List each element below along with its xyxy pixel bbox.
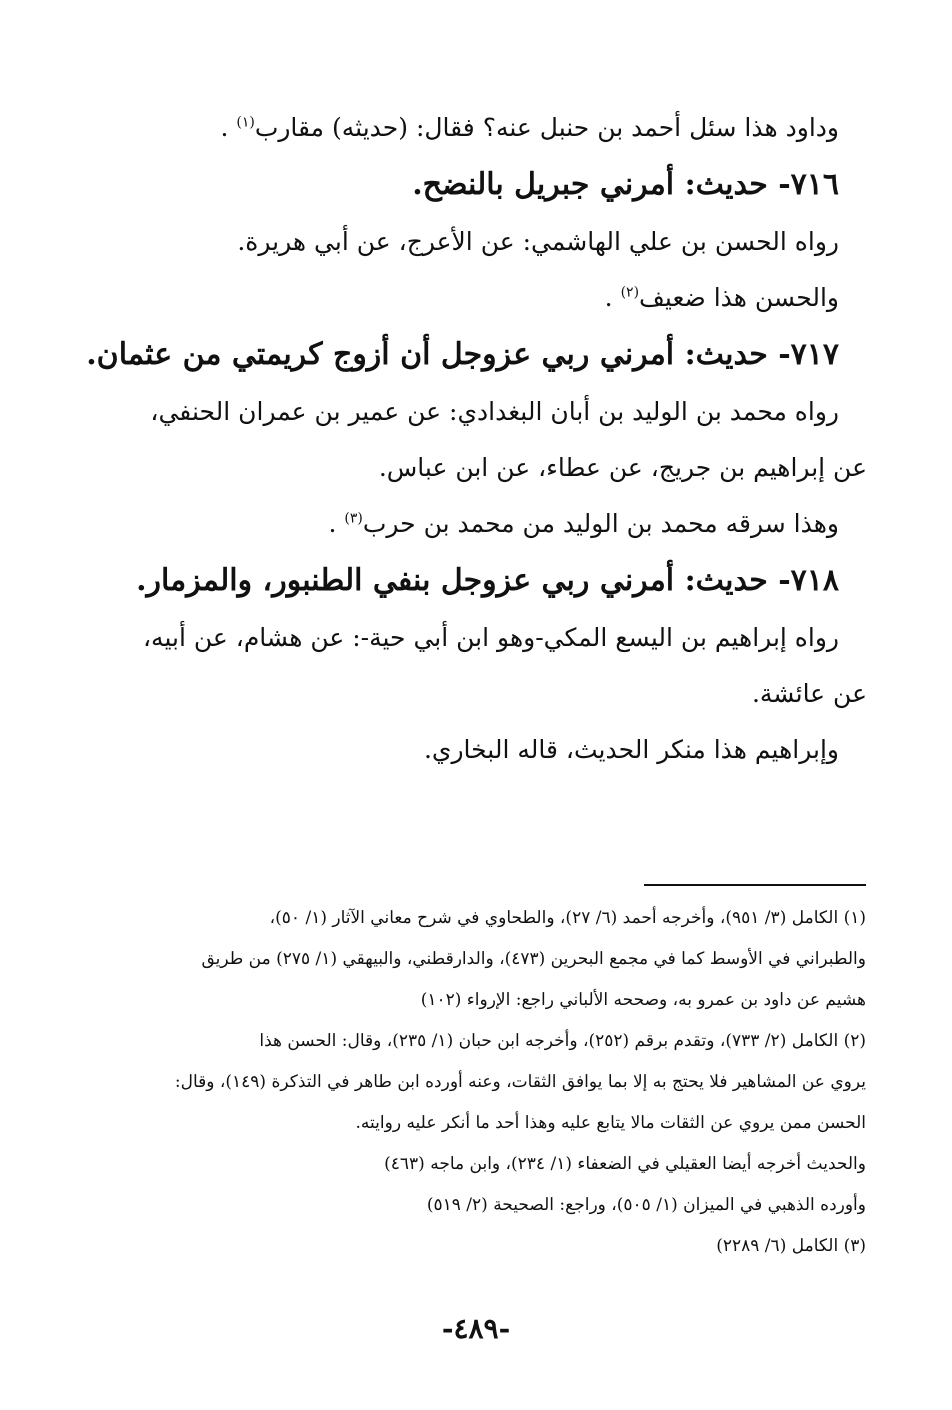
footnote-line: الحسن ممن يروي عن الثقات مالا يتابع عليه وهذا أحد ما أنكر عليه روايته. [355,1113,866,1133]
footnote-line: هشيم عن داود بن عمرو به، وصححه الألباني راجع: الإرواء (١٠٢) [420,990,866,1010]
paragraph-line: رواه إبراهيم بن اليسع المكي-وهو ابن أبي حية-: عن هشام، عن أبيه، [142,623,839,652]
footnote-line: والحديث أخرجه أيضا العقيلي في الضعفاء (١/ ٢٣٤)، وابن ماجه (٤٦٣) [384,1154,866,1174]
footnote-line: (١) الكامل (٣/ ٩٥١)، وأخرجه أحمد (٦/ ٢٧)، والطحاوي في شرح معاني الآثار (١/ ٥٠)، [269,908,866,928]
punctuation: . [604,283,613,312]
footnote-ref-1[interactable]: (١) [236,114,255,131]
footnotes [86,898,866,1267]
text-run: وهذا سرقه محمد بن الوليد من محمد بن حرب [362,509,839,538]
text-run: وداود هذا سئل أحمد بن حنبل عنه؟ فقال: (حديثه) مقارب [254,113,839,142]
hadith-heading-717: ٧١٧- حديث: أمرني ربي عزوجل أن أزوج كريمتي من عثمان. [86,337,839,372]
paragraph-line: وإبراهيم هذا منكر الحديث، قاله البخاري. [423,735,839,764]
paragraph-line: عن إبراهيم بن جريج، عن عطاء، عن ابن عباس. [378,453,867,482]
paragraph-line: عن عائشة. [751,679,867,708]
footnote-line: يروي عن المشاهير فلا يحتج به إلا بما يوافق الثقات، وعنه أورده ابن طاهر في التذكرة (١٤٩)، وقال: [174,1072,866,1092]
footnote-ref-2[interactable]: (٢) [620,284,640,301]
footnote-line: (٢) الكامل (٢/ ٧٣٣)، وتقدم برقم (٢٥٢)، وأخرجه ابن حبان (١/ ٢٣٥)، وقال: الحسن هذا [259,1031,866,1051]
paragraph-line [77,496,867,552]
punctuation: . [220,113,229,142]
hadith-heading-716: ٧١٦- حديث: أمرني جبريل بالنضح. [412,167,839,202]
page-number: -٤٨٩- [441,1312,511,1345]
paragraph-line: رواه الحسن بن علي الهاشمي: عن الأعرج، عن أبي هريرة. [237,227,839,256]
paragraph-line [77,100,867,156]
footnote-line: وأورده الذهبي في الميزان (١/ ٥٠٥)، وراجع: الصحيحة (٢/ ٥١٩) [426,1195,866,1215]
main-text [77,100,867,778]
paragraph-line: رواه محمد بن الوليد بن أبان البغدادي: عن عمير بن عمران الحنفي، [150,397,839,426]
footnote-ref-3[interactable]: (٣) [344,510,363,527]
footnote-line: (٣) الكامل (٦/ ٢٢٨٩) [716,1236,866,1256]
footnote-separator [644,884,866,886]
hadith-heading-718: ٧١٨- حديث: أمرني ربي عزوجل بنفي الطنبور، والمزمار. [136,563,839,598]
punctuation: . [328,509,337,538]
footnote-line: والطبراني في الأوسط كما في مجمع البحرين (٤٧٣)، والدارقطني، والبيهقي (١/ ٢٧٥) من طريق [201,949,866,969]
paragraph-line [77,270,867,326]
text-run: والحسن هذا ضعيف [639,283,839,312]
